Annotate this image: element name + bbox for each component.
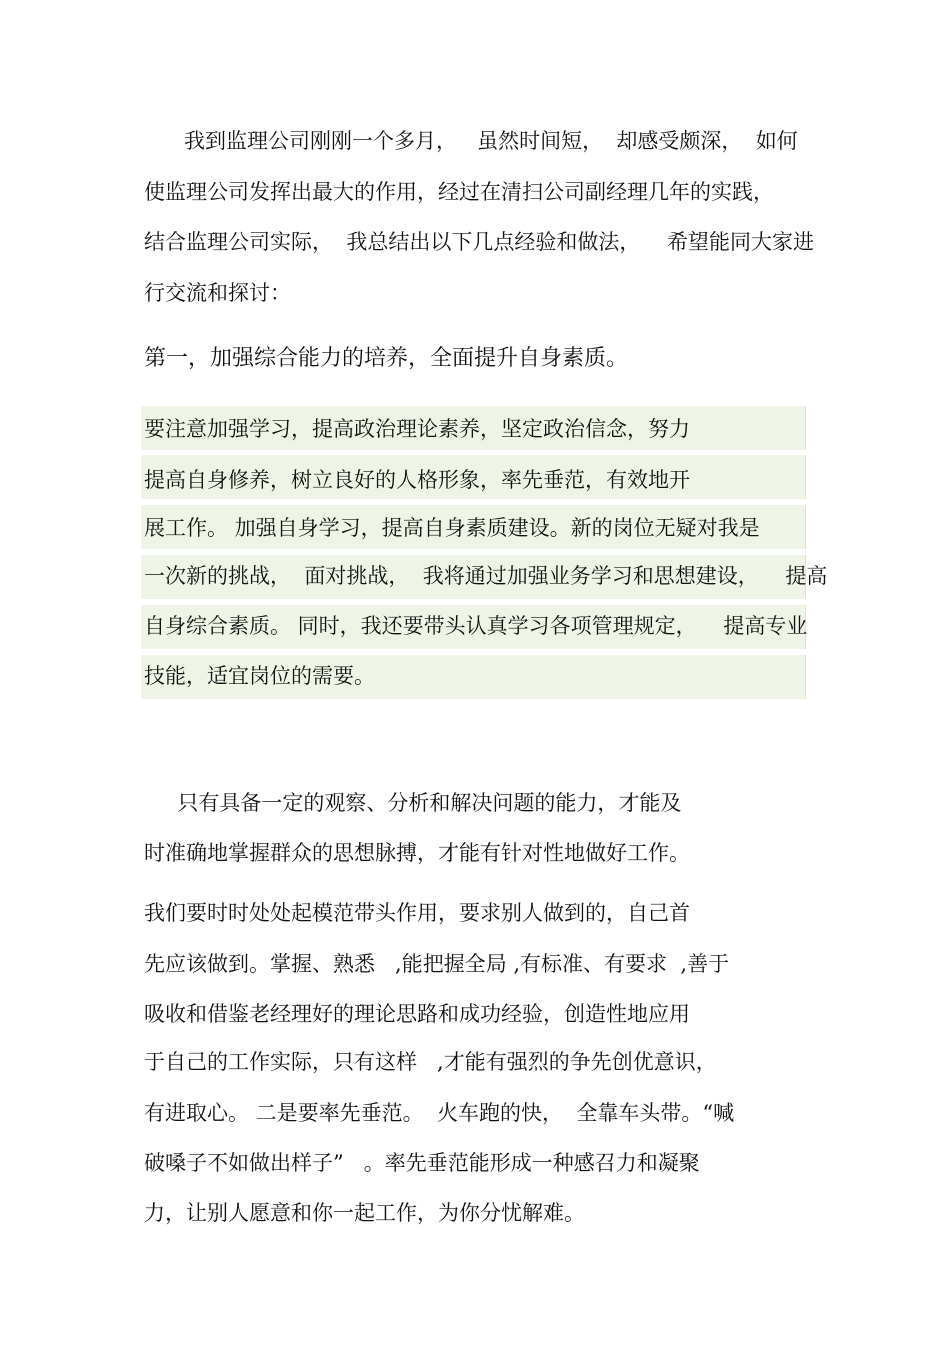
paragraph-line: 于自己的工作实际，只有这样 ,才能有强烈的争先创优意识， (144, 1050, 717, 1074)
intro-line: 结合监理公司实际， 我总结出以下几点经验和做法， 希望能同大家进 (144, 230, 815, 254)
paragraph-line: 有进取心。 二是要率先垂范。 火车跑的快， 全靠车头带。“喊 (144, 1101, 735, 1125)
paragraph-line: 吸收和借鉴老经理好的理论思路和成功经验，创造性地应用 (144, 1002, 690, 1026)
paragraph-line: 破嗓子不如做出样子” 。率先垂范能形成一种感召力和凝聚 (144, 1151, 700, 1175)
intro-line: 使监理公司发挥出最大的作用，经过在清扫公司副经理几年的实践， (144, 180, 774, 204)
highlighted-line: 技能，适宜岗位的需要。 (144, 664, 375, 688)
paragraph-line: 先应该做到。掌握、熟悉 ,能把握全局 ,有标准、有要求 ,善于 (144, 952, 730, 976)
paragraph-line: 我们要时时处处起模范带头作用，要求别人做到的，自己首 (144, 901, 690, 925)
section-heading: 第一，加强综合能力的培养，全面提升自身素质。 (144, 346, 629, 371)
intro-line: 我到监理公司刚刚一个多月， 虽然时间短， 却感受颇深， 如何 (144, 129, 798, 153)
highlighted-line: 展工作。 加强自身学习，提高自身素质建设。新的岗位无疑对我是 (144, 516, 760, 540)
intro-line: 行交流和探讨： (144, 281, 291, 305)
highlighted-line: 提高自身修养，树立良好的人格形象，率先垂范，有效地开 (144, 468, 690, 492)
paragraph-line: 只有具备一定的观察、分析和解决问题的能力，才能及 (144, 791, 682, 815)
highlighted-line: 自身综合素质。 同时，我还要带头认真学习各项管理规定， 提高专业 (144, 614, 808, 638)
highlighted-line: 一次新的挑战， 面对挑战， 我将通过加强业务学习和思想建设， 提高 (144, 564, 828, 588)
paragraph-line: 力，让别人愿意和你一起工作，为你分忧解难。 (144, 1201, 585, 1225)
paragraph-line: 时准确地掌握群众的思想脉搏，才能有针对性地做好工作。 (144, 841, 690, 865)
highlighted-line: 要注意加强学习，提高政治理论素养，坚定政治信念，努力 (144, 417, 690, 441)
